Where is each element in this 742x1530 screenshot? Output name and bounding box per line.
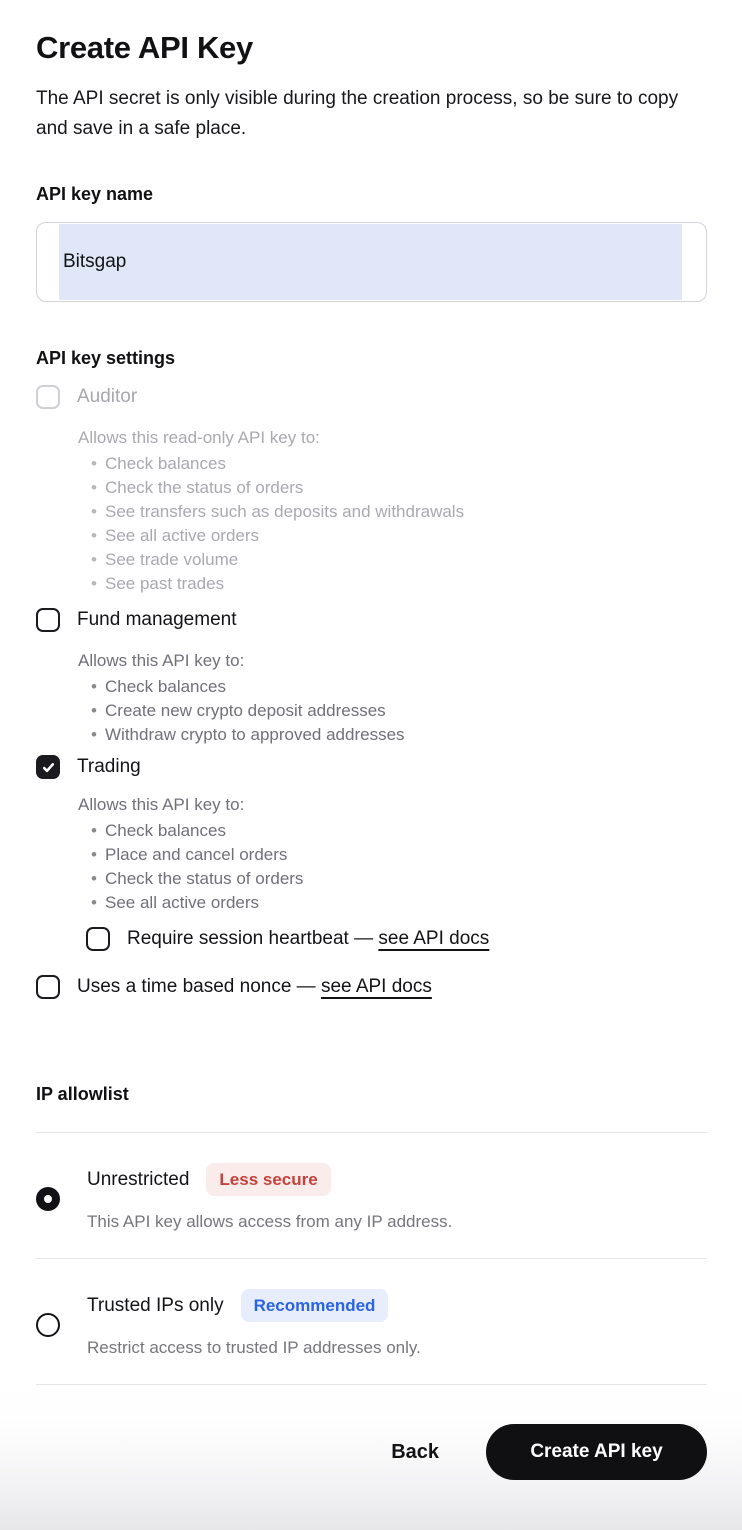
time-based-nonce-label[interactable] (77, 976, 432, 998)
list-item: • Check balances (78, 819, 707, 843)
recommended-badge: Recommended (241, 1289, 389, 1322)
list-item: • See all active orders (78, 524, 707, 548)
session-heartbeat-checkbox[interactable] (86, 927, 110, 951)
auditor-intro: Allows this read-only API key to: (78, 428, 320, 447)
permission-row-time-based-nonce (36, 975, 707, 999)
list-item: • Place and cancel orders (78, 843, 707, 867)
auditor-checkbox[interactable] (36, 385, 60, 409)
trading-details (78, 793, 707, 915)
checkmark-icon (41, 760, 56, 775)
api-key-name-label: API key name (36, 184, 154, 204)
ip-allowlist-label: IP allowlist (36, 1084, 129, 1104)
unrestricted-description: This API key allows access from any IP address. (87, 1212, 453, 1231)
fund-management-intro: Allows this API key to: (78, 651, 245, 670)
permission-row-fund-management (36, 608, 707, 632)
trusted-ips-label[interactable]: Trusted IPs only (87, 1294, 224, 1316)
nonce-api-docs-link[interactable]: see API docs (320, 976, 432, 997)
api-key-name-value: Bitsgap (63, 251, 127, 272)
unrestricted-label-row (87, 1163, 707, 1196)
permission-row-trading (36, 755, 707, 779)
unrestricted-radio[interactable] (36, 1187, 60, 1211)
text-selection-highlight (59, 224, 682, 300)
list-item: • Check balances (78, 452, 707, 476)
list-item: • Check balances (78, 675, 707, 699)
fund-management-bullet-list (78, 675, 707, 747)
fund-management-checkbox[interactable] (36, 608, 60, 632)
page-description: The API secret is only visible during the creation process, so be sure to copy and save in a safe place. (36, 88, 679, 139)
session-heartbeat-text: Require session heartbeat — (127, 928, 379, 949)
list-item: • Check the status of orders (78, 867, 707, 891)
dialog-footer (0, 1385, 742, 1530)
create-api-key-button[interactable]: Create API key (486, 1424, 707, 1480)
trading-checkbox[interactable] (36, 755, 60, 779)
time-based-nonce-checkbox[interactable] (36, 975, 60, 999)
less-secure-badge: Less secure (206, 1163, 330, 1196)
permission-row-auditor (36, 385, 707, 409)
session-heartbeat-label[interactable] (127, 928, 489, 950)
list-item: • See past trades (78, 572, 707, 596)
list-item: • See all active orders (78, 891, 707, 915)
list-item: • See trade volume (78, 548, 707, 572)
trusted-ips-body (87, 1289, 707, 1360)
api-key-settings-label: API key settings (36, 348, 176, 368)
permission-row-session-heartbeat (86, 927, 707, 951)
auditor-label: Auditor (77, 386, 138, 407)
trading-bullet-list (78, 819, 707, 915)
unrestricted-label[interactable]: Unrestricted (87, 1168, 190, 1190)
list-item: • See transfers such as deposits and withdrawals (78, 500, 707, 524)
list-item: • Withdraw crypto to approved addresses (78, 723, 707, 747)
unrestricted-body (87, 1163, 707, 1234)
fund-management-details (78, 649, 707, 747)
trusted-ips-description: Restrict access to trusted IP addresses only. (87, 1338, 421, 1357)
ip-option-unrestricted (36, 1133, 707, 1258)
fund-management-label[interactable]: Fund management (77, 609, 237, 630)
time-based-nonce-text: Uses a time based nonce — (77, 976, 321, 997)
list-item: • Check the status of orders (78, 476, 707, 500)
back-button[interactable]: Back (391, 1424, 439, 1480)
trusted-ips-radio[interactable] (36, 1313, 60, 1337)
trading-intro: Allows this API key to: (78, 795, 245, 814)
ip-option-trusted-ips (36, 1259, 707, 1384)
list-item: • Create new crypto deposit addresses (78, 699, 707, 723)
trusted-ips-label-row (87, 1289, 707, 1322)
heartbeat-api-docs-link[interactable]: see API docs (378, 928, 490, 949)
trading-label[interactable]: Trading (77, 756, 141, 777)
page-title: Create API Key (36, 30, 253, 65)
auditor-bullet-list (78, 452, 707, 596)
api-key-name-input[interactable] (36, 222, 707, 302)
auditor-details (78, 426, 707, 596)
